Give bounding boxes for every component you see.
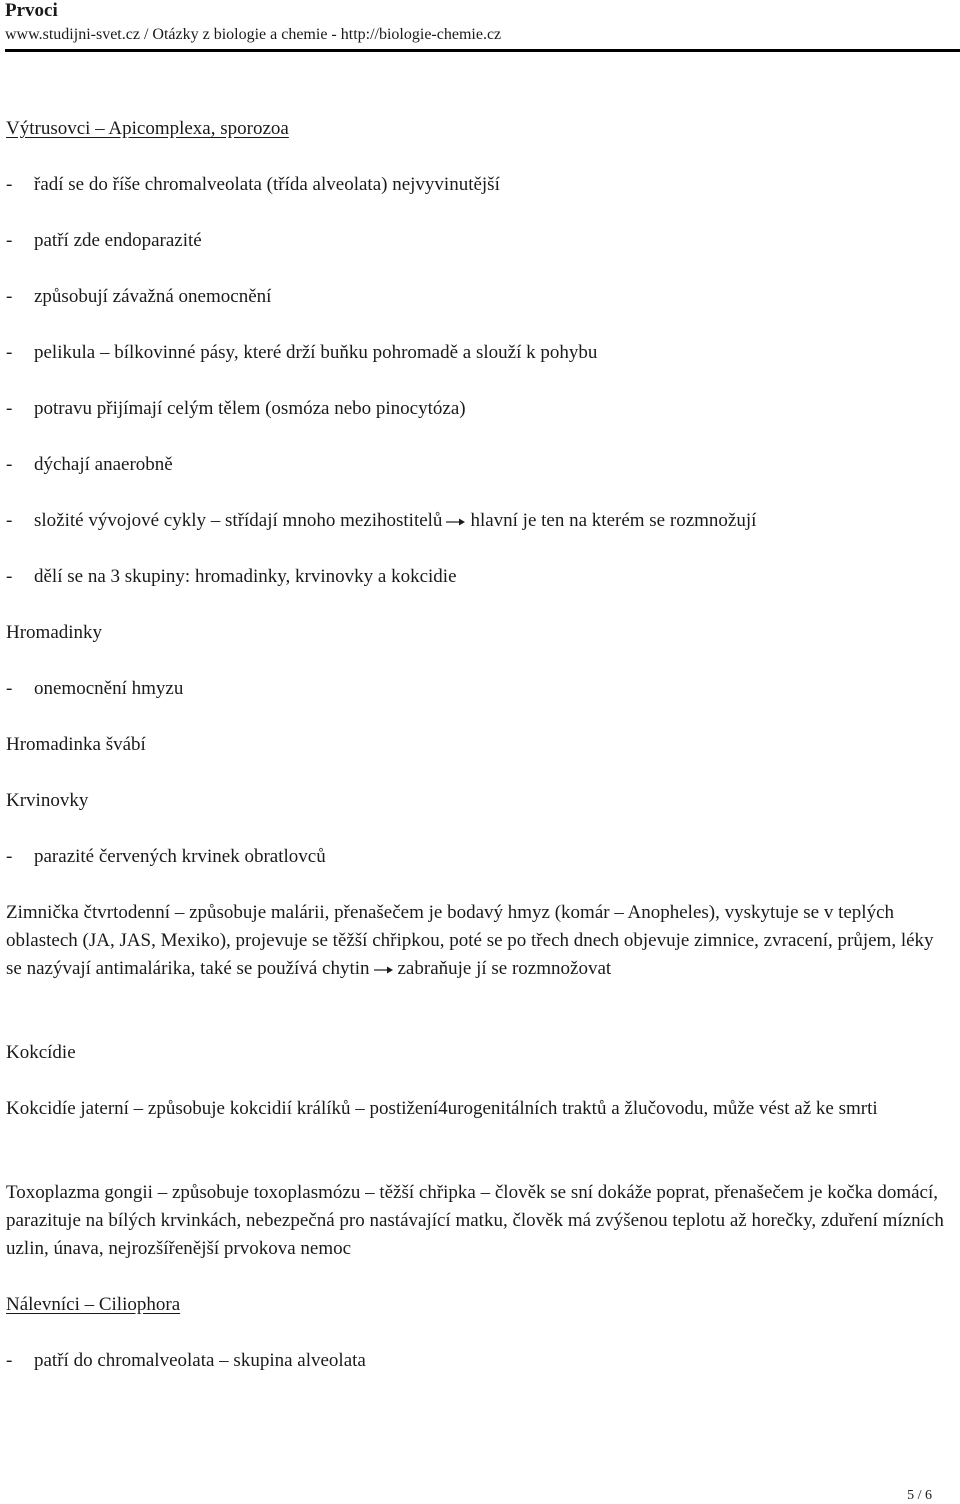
bullet-text: složité vývojové cykly – střídají mnoho mezihostitelů — [34, 510, 443, 531]
arrow-right-icon — [446, 517, 466, 527]
subheading-kokcidie: Kokcídie — [6, 1042, 76, 1063]
bullet-text: způsobují závažná onemocnění — [34, 286, 272, 307]
bullet-text: dělí se na 3 skupiny: hromadinky, krvinovky a kokcidie — [34, 566, 457, 587]
bullet-dash: - — [6, 398, 13, 419]
bullet-item — [6, 675, 183, 703]
bullet-text: řadí se do říše chromalveolata (třída alveolata) nejvyvinutější — [34, 174, 500, 195]
bullet-item — [6, 283, 271, 311]
paragraph-zimnicka — [6, 899, 954, 983]
bullet-item — [6, 171, 500, 199]
bullet-text: potravu přijímají celým tělem (osmóza nebo pinocytóza) — [34, 398, 466, 419]
bullet-dash: - — [6, 286, 13, 307]
bullet-text: onemocnění hmyzu — [34, 678, 184, 699]
bullet-text: dýchají anaerobně — [34, 454, 173, 475]
bullet-item — [6, 227, 202, 255]
paragraph-kokcidie-jaterni: Kokcidíe jaterní – způsobuje kokcidií králíků – postižení4urogenitálních traktů a žlučovodu, může vést až ke smrti — [6, 1098, 878, 1119]
site-subtitle: www.studijni-svet.cz / Otázky z biologie a chemie - http://biologie-chemie.cz — [5, 26, 502, 43]
bullet-text: parazité červených krvinek obratlovců — [34, 846, 326, 867]
bullet-dash: - — [6, 1350, 13, 1371]
subheading-krvinovky: Krvinovky — [6, 790, 89, 811]
document-title: Prvoci — [5, 0, 58, 21]
bullet-dash: - — [6, 230, 13, 251]
bullet-dash: - — [6, 510, 13, 531]
section-heading-vytrusovci: Výtrusovci – Apicomplexa, sporozoa — [6, 118, 289, 139]
section-heading-nalevnici: Nálevníci – Ciliophora — [6, 1294, 181, 1315]
bullet-item-cycles — [6, 507, 756, 535]
bullet-item — [6, 451, 173, 479]
bullet-dash: - — [6, 846, 13, 867]
page-number: 5 / 6 — [907, 1488, 932, 1503]
bullet-dash: - — [6, 342, 13, 363]
paragraph-text: zabraňuje jí se rozmnožovat — [397, 958, 612, 979]
subheading-hromadinky: Hromadinky — [6, 622, 103, 643]
page-header — [5, 0, 955, 44]
paragraph-text: Zimnička čtvrtodenní – způsobuje malárii, přenašečem je bodavý hmyz (komár – Anopheles), vyskytuje se v teplých oblastech (JA, JAS, Mexiko), projevuje se těžší chřipkou, poté se po třech dnech objevuje zimnice, zvracení, průjem, léky se nazývají antimalárika, také se používá chytin — [6, 902, 934, 979]
paragraph-toxoplazma: Toxoplazma gongii – způsobuje toxoplasmózu – těžší chřipka – člověk se sní dokáže poprat, přenašečem je kočka domácí, parazituje na bílých krvinkách, nebezpečná pro nastávající matku, člověk má zvýšenou teplotu až horečky, zduření mízních uzlin, únava, nejrozšířenější prvokova nemoc — [6, 1182, 944, 1259]
bullet-text: pelikula – bílkovinné pásy, které drží buňku pohromadě a slouží k pohybu — [34, 342, 598, 363]
bullet-text: patří zde endoparazité — [34, 230, 202, 251]
header-divider — [5, 49, 960, 52]
bullet-dash: - — [6, 566, 13, 587]
bullet-dash: - — [6, 454, 13, 475]
bullet-dash: - — [6, 174, 13, 195]
bullet-item — [6, 339, 597, 367]
example-hromadinka: Hromadinka švábí — [6, 734, 146, 755]
bullet-item — [6, 1347, 366, 1375]
bullet-dash: - — [6, 678, 13, 699]
bullet-item — [6, 563, 457, 591]
bullet-text: hlavní je ten na kterém se rozmnožují — [470, 510, 757, 531]
arrow-right-icon — [374, 965, 394, 975]
bullet-item — [6, 843, 326, 871]
bullet-text: patří do chromalveolata – skupina alveolata — [34, 1350, 366, 1371]
bullet-item — [6, 395, 466, 423]
